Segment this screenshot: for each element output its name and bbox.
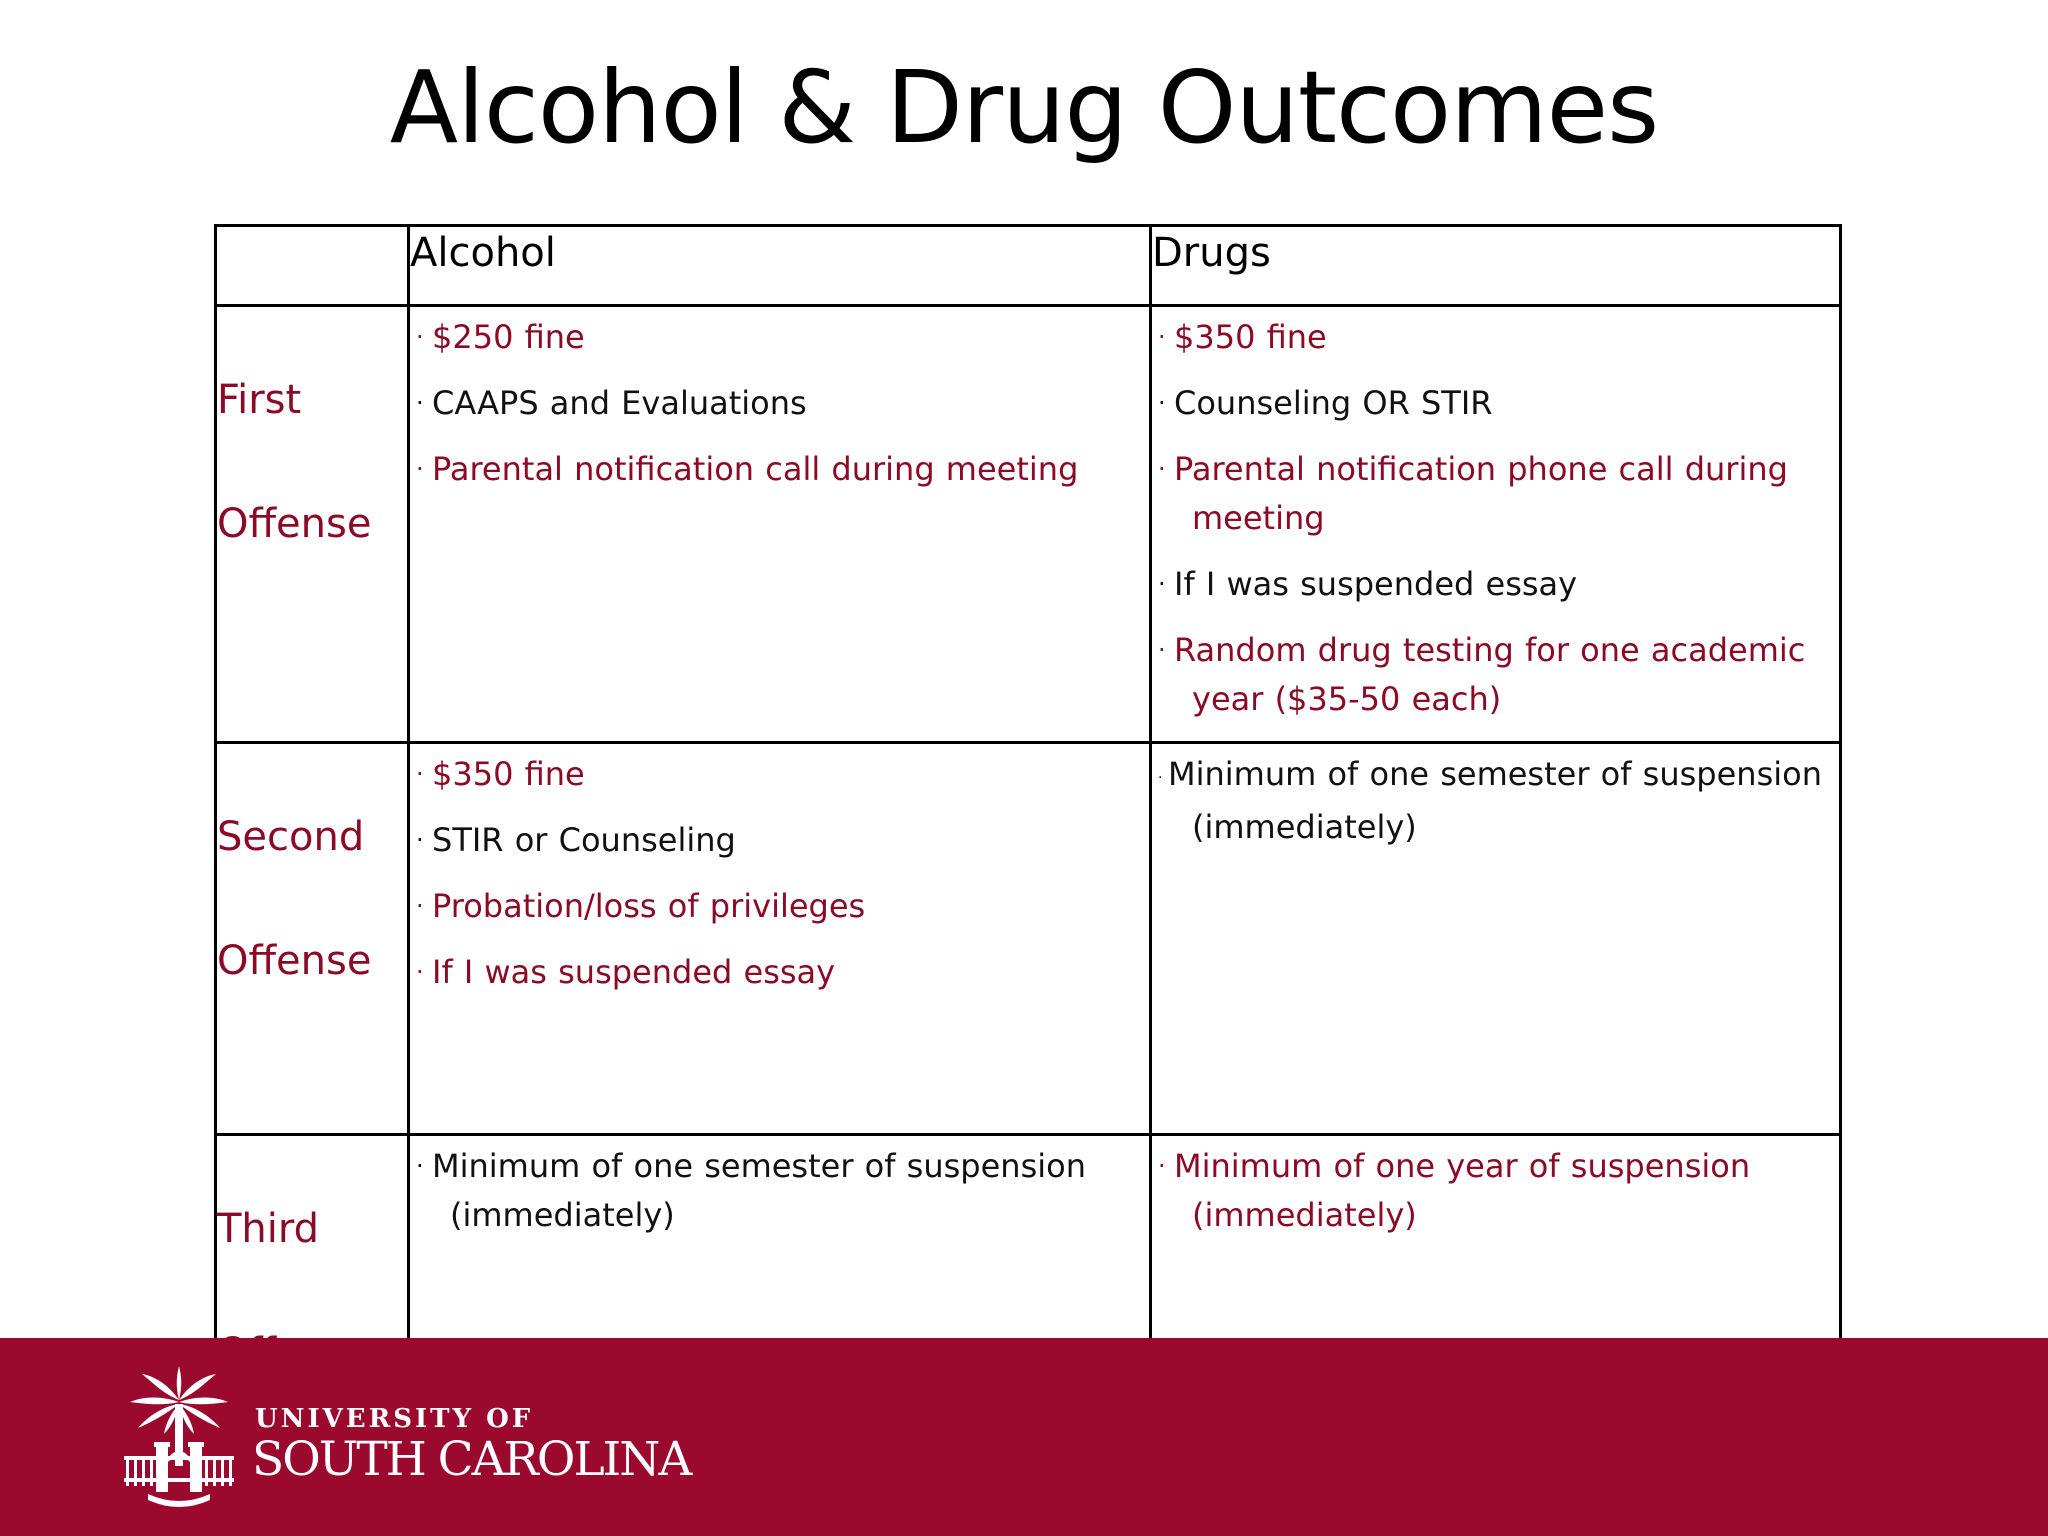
bullet-icon: ·: [1158, 636, 1166, 664]
bullet-icon: ·: [416, 455, 424, 483]
logo-wordmark-line1: UNIVERSITY OF: [255, 1404, 534, 1434]
header-drugs: Drugs: [1151, 226, 1841, 306]
bullet-icon: ·: [416, 323, 424, 351]
bullet-icon: ·: [1158, 455, 1166, 483]
outcomes-table: [214, 224, 1842, 1449]
outcome-item: · CAAPS and Evaluations: [416, 379, 1141, 428]
bullet-icon: ·: [416, 389, 424, 417]
bullet-icon: ·: [1158, 1152, 1166, 1180]
header-empty-cell: [216, 226, 409, 306]
bullet-icon: ·: [416, 892, 424, 920]
outcome-item: · Minimum of one semester of suspension (immediately): [416, 1142, 1141, 1240]
outcome-item: · $350 fine: [1158, 313, 1831, 362]
slide-title: Alcohol & Drug Outcomes: [389, 49, 1659, 166]
cell-second-alcohol: [409, 743, 1151, 1135]
university-seal-emblem: [118, 1358, 240, 1518]
bullet-icon: ·: [416, 1152, 424, 1180]
outcome-item: · Random drug testing for one academic year ($35-50 each): [1158, 626, 1831, 724]
logo-wordmark-line2: SOUTH CAROLINA: [252, 1432, 691, 1487]
bullet-icon: ·: [416, 760, 424, 788]
bullet-icon: ·: [1158, 323, 1166, 351]
outcome-item: · If I was suspended essay: [416, 948, 1141, 997]
footer-band: [0, 1338, 2048, 1536]
bullet-icon: ·: [1158, 770, 1163, 786]
outcome-list: [410, 744, 1149, 997]
row-label-first-offense: [216, 306, 409, 743]
outcome-item: · Counseling OR STIR: [1158, 379, 1831, 428]
outcome-item: · $250 fine: [416, 313, 1141, 362]
cell-first-drugs: [1151, 306, 1841, 743]
cell-second-drugs: [1151, 743, 1841, 1135]
table-header-row: [216, 226, 1841, 306]
palmetto-tree-icon: [118, 1358, 240, 1518]
bullet-icon: ·: [416, 958, 424, 986]
bullet-icon: ·: [1158, 570, 1166, 598]
row-label-line: First: [217, 377, 302, 423]
outcome-item: · Minimum of one year of suspension (immediately): [1158, 1142, 1831, 1240]
outcome-list: [1152, 744, 1839, 852]
outcome-item: · Parental notification phone call during meeting: [1158, 445, 1831, 543]
outcome-list: [410, 1136, 1149, 1240]
row-label-line: Third: [217, 1206, 320, 1252]
header-alcohol: Alcohol: [409, 226, 1151, 306]
outcome-item: · STIR or Counseling: [416, 816, 1141, 865]
cell-first-alcohol: [409, 306, 1151, 743]
row-label-second-offense: [216, 743, 409, 1135]
table-row-first-offense: [216, 306, 1841, 743]
outcome-item: · Parental notification call during meeting: [416, 445, 1141, 494]
outcome-item: · $350 fine: [416, 750, 1141, 799]
outcome-list: [1152, 1136, 1839, 1240]
outcome-list: [410, 307, 1149, 494]
row-label-line: Offense: [217, 501, 372, 547]
table-row-second-offense: [216, 743, 1841, 1135]
bullet-icon: ·: [1158, 389, 1166, 417]
outcome-item: · If I was suspended essay: [1158, 560, 1831, 609]
bullet-icon: ·: [416, 826, 424, 854]
row-label-line: Offense: [217, 938, 372, 984]
outcome-item: · Minimum of one semester of suspension (immediately): [1158, 755, 1822, 846]
outcome-item: · Probation/loss of privileges: [416, 882, 1141, 931]
row-label-line: Second: [217, 814, 365, 860]
outcome-list: [1152, 307, 1839, 724]
